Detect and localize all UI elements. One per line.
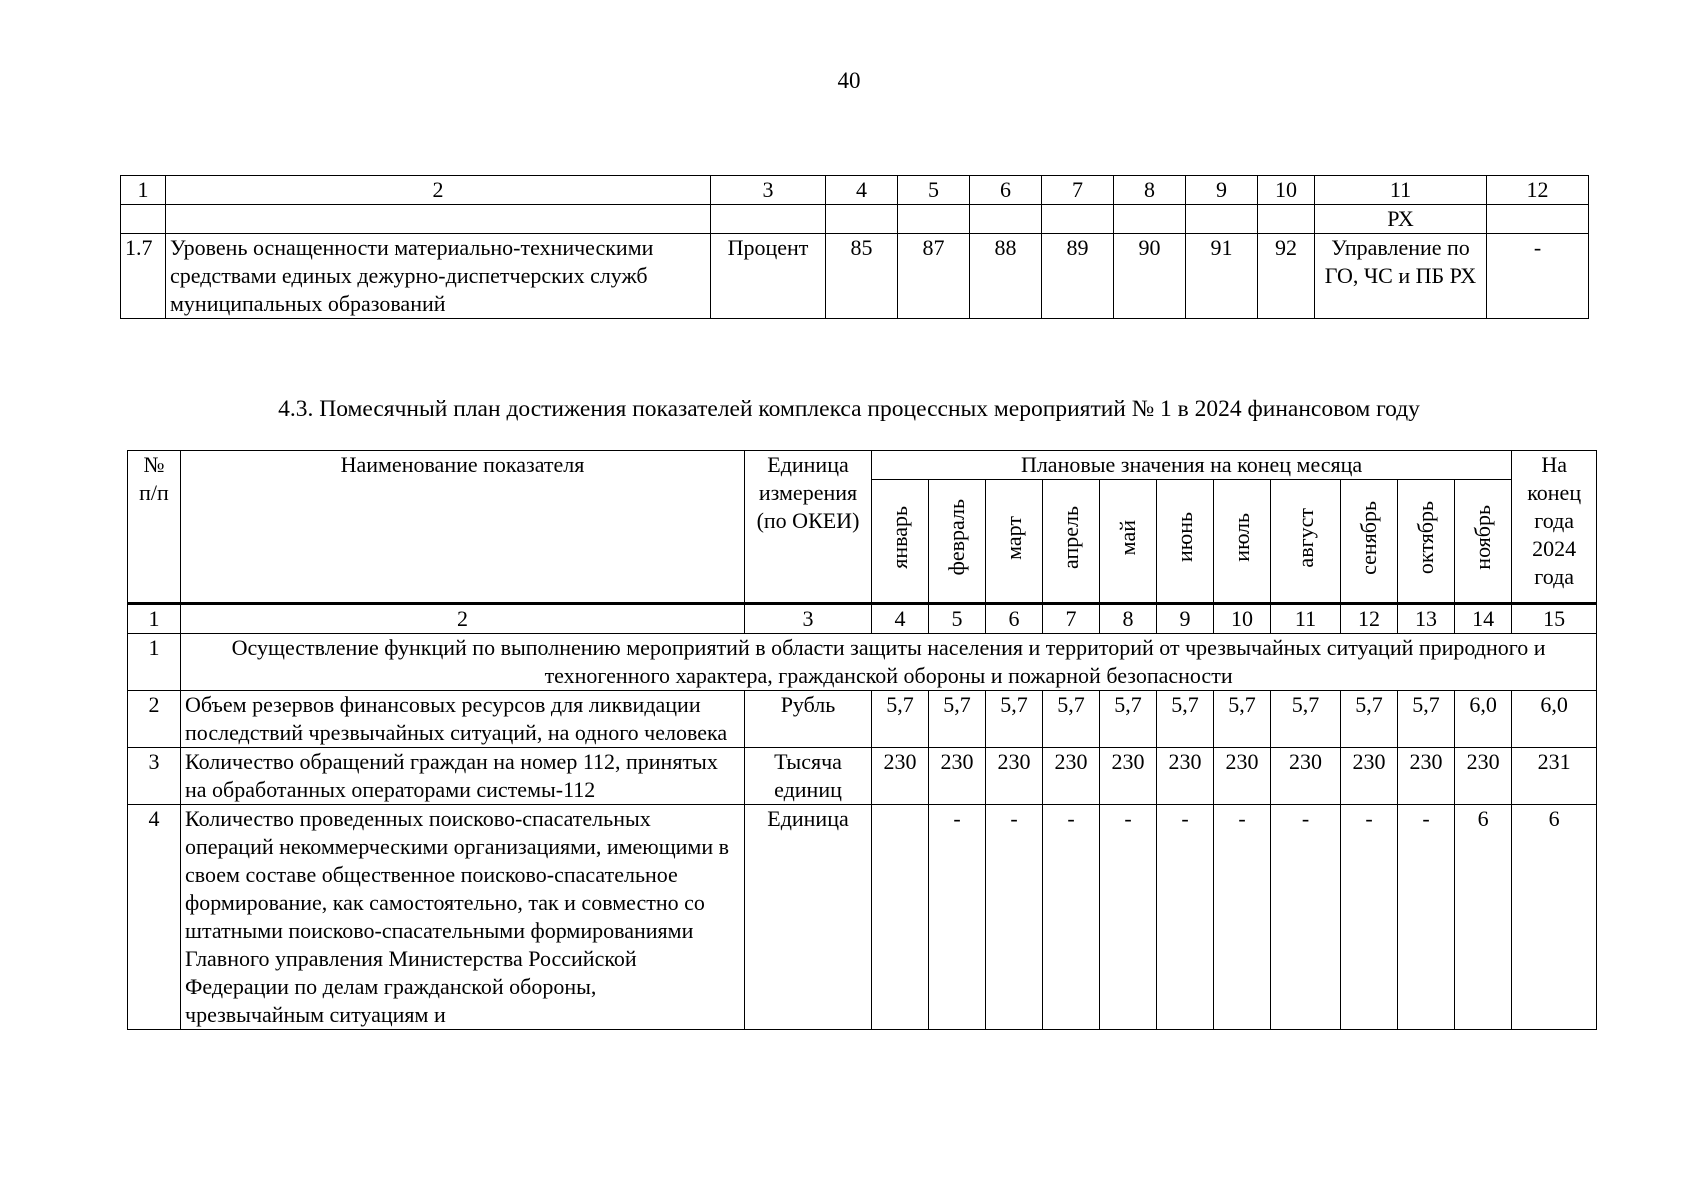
month-label: май bbox=[1115, 519, 1140, 556]
value-cell: 230 bbox=[929, 748, 986, 805]
value-cell: 230 bbox=[1214, 748, 1271, 805]
header-year-end: На конец года 2024 года bbox=[1512, 451, 1597, 604]
colnum-cell: 4 bbox=[826, 176, 898, 205]
value-cell: 85 bbox=[826, 234, 898, 319]
colnum-cell: 10 bbox=[1258, 176, 1315, 205]
month-header bbox=[929, 480, 986, 604]
colnum-cell: 1 bbox=[121, 176, 166, 205]
value-cell: 230 bbox=[1100, 748, 1157, 805]
colnum-cell: 3 bbox=[745, 604, 872, 634]
responsible-body: Управление по ГО, ЧС и ПБ РХ bbox=[1315, 234, 1487, 319]
value-cell: - bbox=[1157, 805, 1214, 1030]
value-cell: 5,7 bbox=[1214, 691, 1271, 748]
month-header bbox=[1157, 480, 1214, 604]
table-row bbox=[128, 691, 1597, 748]
header-plan: Плановые значения на конец месяца bbox=[872, 451, 1512, 480]
month-label: октябрь bbox=[1413, 500, 1438, 575]
row-number: 2 bbox=[128, 691, 181, 748]
indicator-table-continued bbox=[120, 175, 1589, 319]
value-cell: 230 bbox=[1043, 748, 1100, 805]
month-label: сенябрь bbox=[1356, 500, 1381, 575]
month-header bbox=[1100, 480, 1157, 604]
colnum-cell: 5 bbox=[929, 604, 986, 634]
month-header bbox=[1398, 480, 1455, 604]
colnum-cell: 13 bbox=[1398, 604, 1455, 634]
colnum-cell: 5 bbox=[898, 176, 970, 205]
value-cell: - bbox=[986, 805, 1043, 1030]
colnum-cell: 15 bbox=[1512, 604, 1597, 634]
indicator-name: Уровень оснащенности материально-техническими средствами единых дежурно-диспетчерских служб муниципальных образований bbox=[166, 234, 711, 319]
column-number-row bbox=[128, 604, 1597, 634]
colnum-cell: 11 bbox=[1315, 176, 1487, 205]
indicator-name: Количество проведенных поисково-спасательных операций некоммерческими организациями, имеющими в своем составе общественное поисково-спасательное формирование, как самостоятельно, так и совместно со штатными поисково-спасательными формированиями Главного управления Министерства Российской Федерации по делам гражданской обороны, чрезвычайным ситуациям и bbox=[181, 805, 745, 1030]
value-cell: 5,7 bbox=[1341, 691, 1398, 748]
section-row bbox=[128, 634, 1597, 691]
monthly-plan-table bbox=[127, 450, 1597, 1030]
value-cell: - bbox=[1271, 805, 1341, 1030]
unit: Процент bbox=[711, 234, 826, 319]
value-cell: 230 bbox=[1157, 748, 1214, 805]
colnum-cell: 8 bbox=[1114, 176, 1186, 205]
unit: Тысяча единиц bbox=[745, 748, 872, 805]
header-num: № п/п bbox=[128, 451, 181, 604]
section-text: Осуществление функций по выполнению мероприятий в области защиты населения и территорий от чрезвычайных ситуаций природного и техногенного характера, гражданской обороны и пожарной безопасности bbox=[181, 634, 1597, 691]
value-cell: - bbox=[1043, 805, 1100, 1030]
colnum-cell: 11 bbox=[1271, 604, 1341, 634]
row-number: 1 bbox=[128, 634, 181, 691]
month-header bbox=[1214, 480, 1271, 604]
value-cell: 230 bbox=[1341, 748, 1398, 805]
value-cell: 91 bbox=[1186, 234, 1258, 319]
colnum-cell: 2 bbox=[166, 176, 711, 205]
colnum-cell: 4 bbox=[872, 604, 929, 634]
value-cell: - bbox=[1398, 805, 1455, 1030]
month-header bbox=[1271, 480, 1341, 604]
colnum-cell: 6 bbox=[970, 176, 1042, 205]
colnum-cell: 9 bbox=[1186, 176, 1258, 205]
colnum-cell: 8 bbox=[1100, 604, 1157, 634]
colnum-cell: 12 bbox=[1487, 176, 1589, 205]
value-cell: 89 bbox=[1042, 234, 1114, 319]
value-cell: 6 bbox=[1455, 805, 1512, 1030]
colnum-cell: 12 bbox=[1341, 604, 1398, 634]
year-end-value: 6,0 bbox=[1512, 691, 1597, 748]
row-number: 1.7 bbox=[121, 234, 166, 319]
value-cell: 230 bbox=[1455, 748, 1512, 805]
month-label: август bbox=[1292, 507, 1318, 568]
unit: Рубль bbox=[745, 691, 872, 748]
colnum-cell: 2 bbox=[181, 604, 745, 634]
unit: Единица bbox=[745, 805, 872, 1030]
month-header bbox=[1043, 480, 1100, 604]
section-title: 4.3. Помесячный план достижения показателей комплекса процессных мероприятий № 1 в 2024 финансовом году bbox=[278, 396, 1420, 422]
continuation-text: РХ bbox=[1315, 205, 1487, 234]
header-name: Наименование показателя bbox=[181, 451, 745, 604]
value-cell: 88 bbox=[970, 234, 1042, 319]
table-row bbox=[121, 234, 1589, 319]
colnum-cell: 14 bbox=[1455, 604, 1512, 634]
col12-value: - bbox=[1487, 234, 1589, 319]
value-cell: - bbox=[1341, 805, 1398, 1030]
value-cell: 87 bbox=[898, 234, 970, 319]
value-cell: 6,0 bbox=[1455, 691, 1512, 748]
value-cell: 230 bbox=[986, 748, 1043, 805]
row-number: 3 bbox=[128, 748, 181, 805]
table-row bbox=[128, 805, 1597, 1030]
value-cell: 5,7 bbox=[929, 691, 986, 748]
month-label: февраль bbox=[944, 499, 969, 576]
header-row bbox=[128, 451, 1597, 480]
month-header bbox=[986, 480, 1043, 604]
month-label: июль bbox=[1229, 513, 1254, 562]
colnum-cell: 3 bbox=[711, 176, 826, 205]
header-unit: Единица измерения (по ОКЕИ) bbox=[745, 451, 872, 604]
year-end-value: 231 bbox=[1512, 748, 1597, 805]
continuation-row bbox=[121, 205, 1589, 234]
year-end-value: 6 bbox=[1512, 805, 1597, 1030]
month-label: январь bbox=[887, 506, 912, 569]
column-number-row bbox=[121, 176, 1589, 205]
table-row bbox=[128, 748, 1597, 805]
colnum-cell: 7 bbox=[1043, 604, 1100, 634]
value-cell: 230 bbox=[872, 748, 929, 805]
colnum-cell: 9 bbox=[1157, 604, 1214, 634]
value-cell: 5,7 bbox=[986, 691, 1043, 748]
colnum-cell: 6 bbox=[986, 604, 1043, 634]
month-label: ноябрь bbox=[1470, 505, 1496, 570]
value-cell: 5,7 bbox=[1271, 691, 1341, 748]
value-cell: 5,7 bbox=[1100, 691, 1157, 748]
value-cell: 5,7 bbox=[872, 691, 929, 748]
value-cell: 5,7 bbox=[1043, 691, 1100, 748]
indicator-name: Объем резервов финансовых ресурсов для ликвидации последствий чрезвычайных ситуаций, на одного человека bbox=[181, 691, 745, 748]
month-label: март bbox=[1001, 515, 1026, 560]
month-header bbox=[872, 480, 929, 604]
month-header bbox=[1341, 480, 1398, 604]
colnum-cell: 1 bbox=[128, 604, 181, 634]
value-cell: 92 bbox=[1258, 234, 1315, 319]
value-cell: 230 bbox=[1398, 748, 1455, 805]
value-cell bbox=[872, 805, 929, 1030]
month-label: июнь bbox=[1172, 512, 1197, 563]
colnum-cell: 7 bbox=[1042, 176, 1114, 205]
value-cell: 5,7 bbox=[1398, 691, 1455, 748]
month-label: апрель bbox=[1058, 505, 1083, 570]
value-cell: 90 bbox=[1114, 234, 1186, 319]
row-number: 4 bbox=[128, 805, 181, 1030]
value-cell: 5,7 bbox=[1157, 691, 1214, 748]
indicator-name: Количество обращений граждан на номер 112, принятых на обработанных операторами системы-112 bbox=[181, 748, 745, 805]
value-cell: - bbox=[929, 805, 986, 1030]
value-cell: 230 bbox=[1271, 748, 1341, 805]
colnum-cell: 10 bbox=[1214, 604, 1271, 634]
month-header bbox=[1455, 480, 1512, 604]
page-number: 40 bbox=[837, 68, 861, 93]
value-cell: - bbox=[1100, 805, 1157, 1030]
value-cell: - bbox=[1214, 805, 1271, 1030]
